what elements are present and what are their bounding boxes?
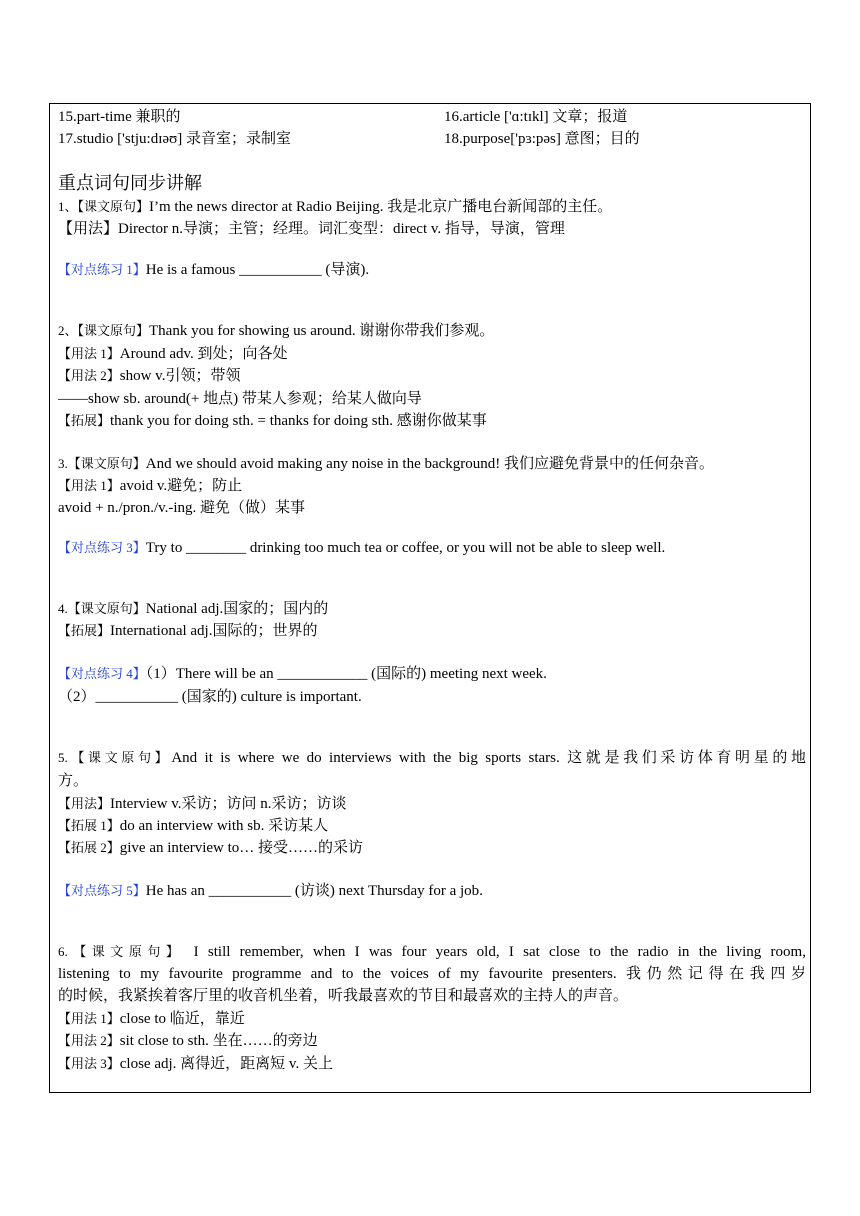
item5-exercise: 【对点练习 5】He has an ___________ (访谈) next Thursday for a job. [58,883,483,899]
item5-extension1: 【拓展 1】do an interview with sb. 采访某人 [58,818,329,834]
item4-exercise-2: （2）___________ (国家的) culture is important. [58,689,362,705]
item1-exercise: 【对点练习 1】He is a famous ___________ (导演). [58,262,370,278]
item4-extension: 【拓展】International adj.国际的；世界的 [58,623,318,639]
section-heading: 重点词句同步讲解 [58,173,202,193]
vocab-18: 18.purpose['pɜ:pəs] 意图；目的 [444,131,640,147]
item4-exercise-1: 【对点练习 4】（1）There will be an ____________ (国际的) meeting next week. [58,666,547,682]
item1-original: 1、【课文原句】I’m the news director at Radio Beijing. 我是北京广播电台新闻部的主任。 [58,199,613,215]
vocab-15: 15.part-time 兼职的 [58,109,181,125]
item5-usage: 【用法】Interview v.采访；访问 n.采访；访谈 [58,796,347,812]
item1-usage: 【用法】Director n.导演；主管；经理。词汇变型：direct v. 指导，导演，管理 [58,221,565,237]
item6-usage1: 【用法 1】close to 临近，靠近 [58,1011,245,1027]
item4-original: 4.【课文原句】National adj.国家的；国内的 [58,601,329,617]
item6-original-line2: listening to my favourite programme and to the voices of my favourite presenters. 我仍然记得在我四岁 [58,966,806,982]
vocab-16: 16.article ['ɑ:tɪkl] 文章；报道 [444,109,628,125]
item3-exercise: 【对点练习 3】Try to ________ drinking too much tea or coffee, or you will not be able to sleep well. [58,540,666,556]
item2-usage-phrase: ——show sb. around(+ 地点) 带某人参观；给某人做向导 [58,391,422,407]
item3-usage-phrase: avoid + n./pron./v.-ing. 避免（做）某事 [58,500,306,516]
item2-original: 2、【课文原句】Thank you for showing us around. 谢谢你带我们参观。 [58,323,495,339]
item5-original-line1: 5.【课文原句】And it is where we do interviews with the big sports stars. 这就是我们采访体育明星的地 [58,750,806,766]
item3-usage1: 【用法 1】avoid v.避免；防止 [58,478,243,494]
item6-original-line1: 6.【课文原句】 I still remember, when I was four years old, I sat close to the radio in the living room, [58,944,806,960]
item2-extension: 【拓展】thank you for doing sth. = thanks for doing sth. 感谢你做某事 [58,413,487,429]
item2-usage1: 【用法 1】Around adv. 到处；向各处 [58,346,288,362]
item3-original: 3.【课文原句】And we should avoid making any noise in the background! 我们应避免背景中的任何杂音。 [58,456,715,472]
item6-usage2: 【用法 2】sit close to sth. 坐在……的旁边 [58,1033,318,1049]
item5-extension2: 【拓展 2】give an interview to… 接受……的采访 [58,840,364,856]
item5-original-line2: 方。 [58,773,89,789]
item6-original-line3: 的时候，我紧挨着客厅里的收音机坐着，听我最喜欢的节目和最喜欢的主持人的声音。 [58,988,629,1004]
vocab-17: 17.studio ['stju:dɪəʊ] 录音室；录制室 [58,131,292,147]
item6-usage3: 【用法 3】close adj. 离得近，距离短 v. 关上 [58,1056,333,1072]
item2-usage2: 【用法 2】show v.引领；带领 [58,368,241,384]
